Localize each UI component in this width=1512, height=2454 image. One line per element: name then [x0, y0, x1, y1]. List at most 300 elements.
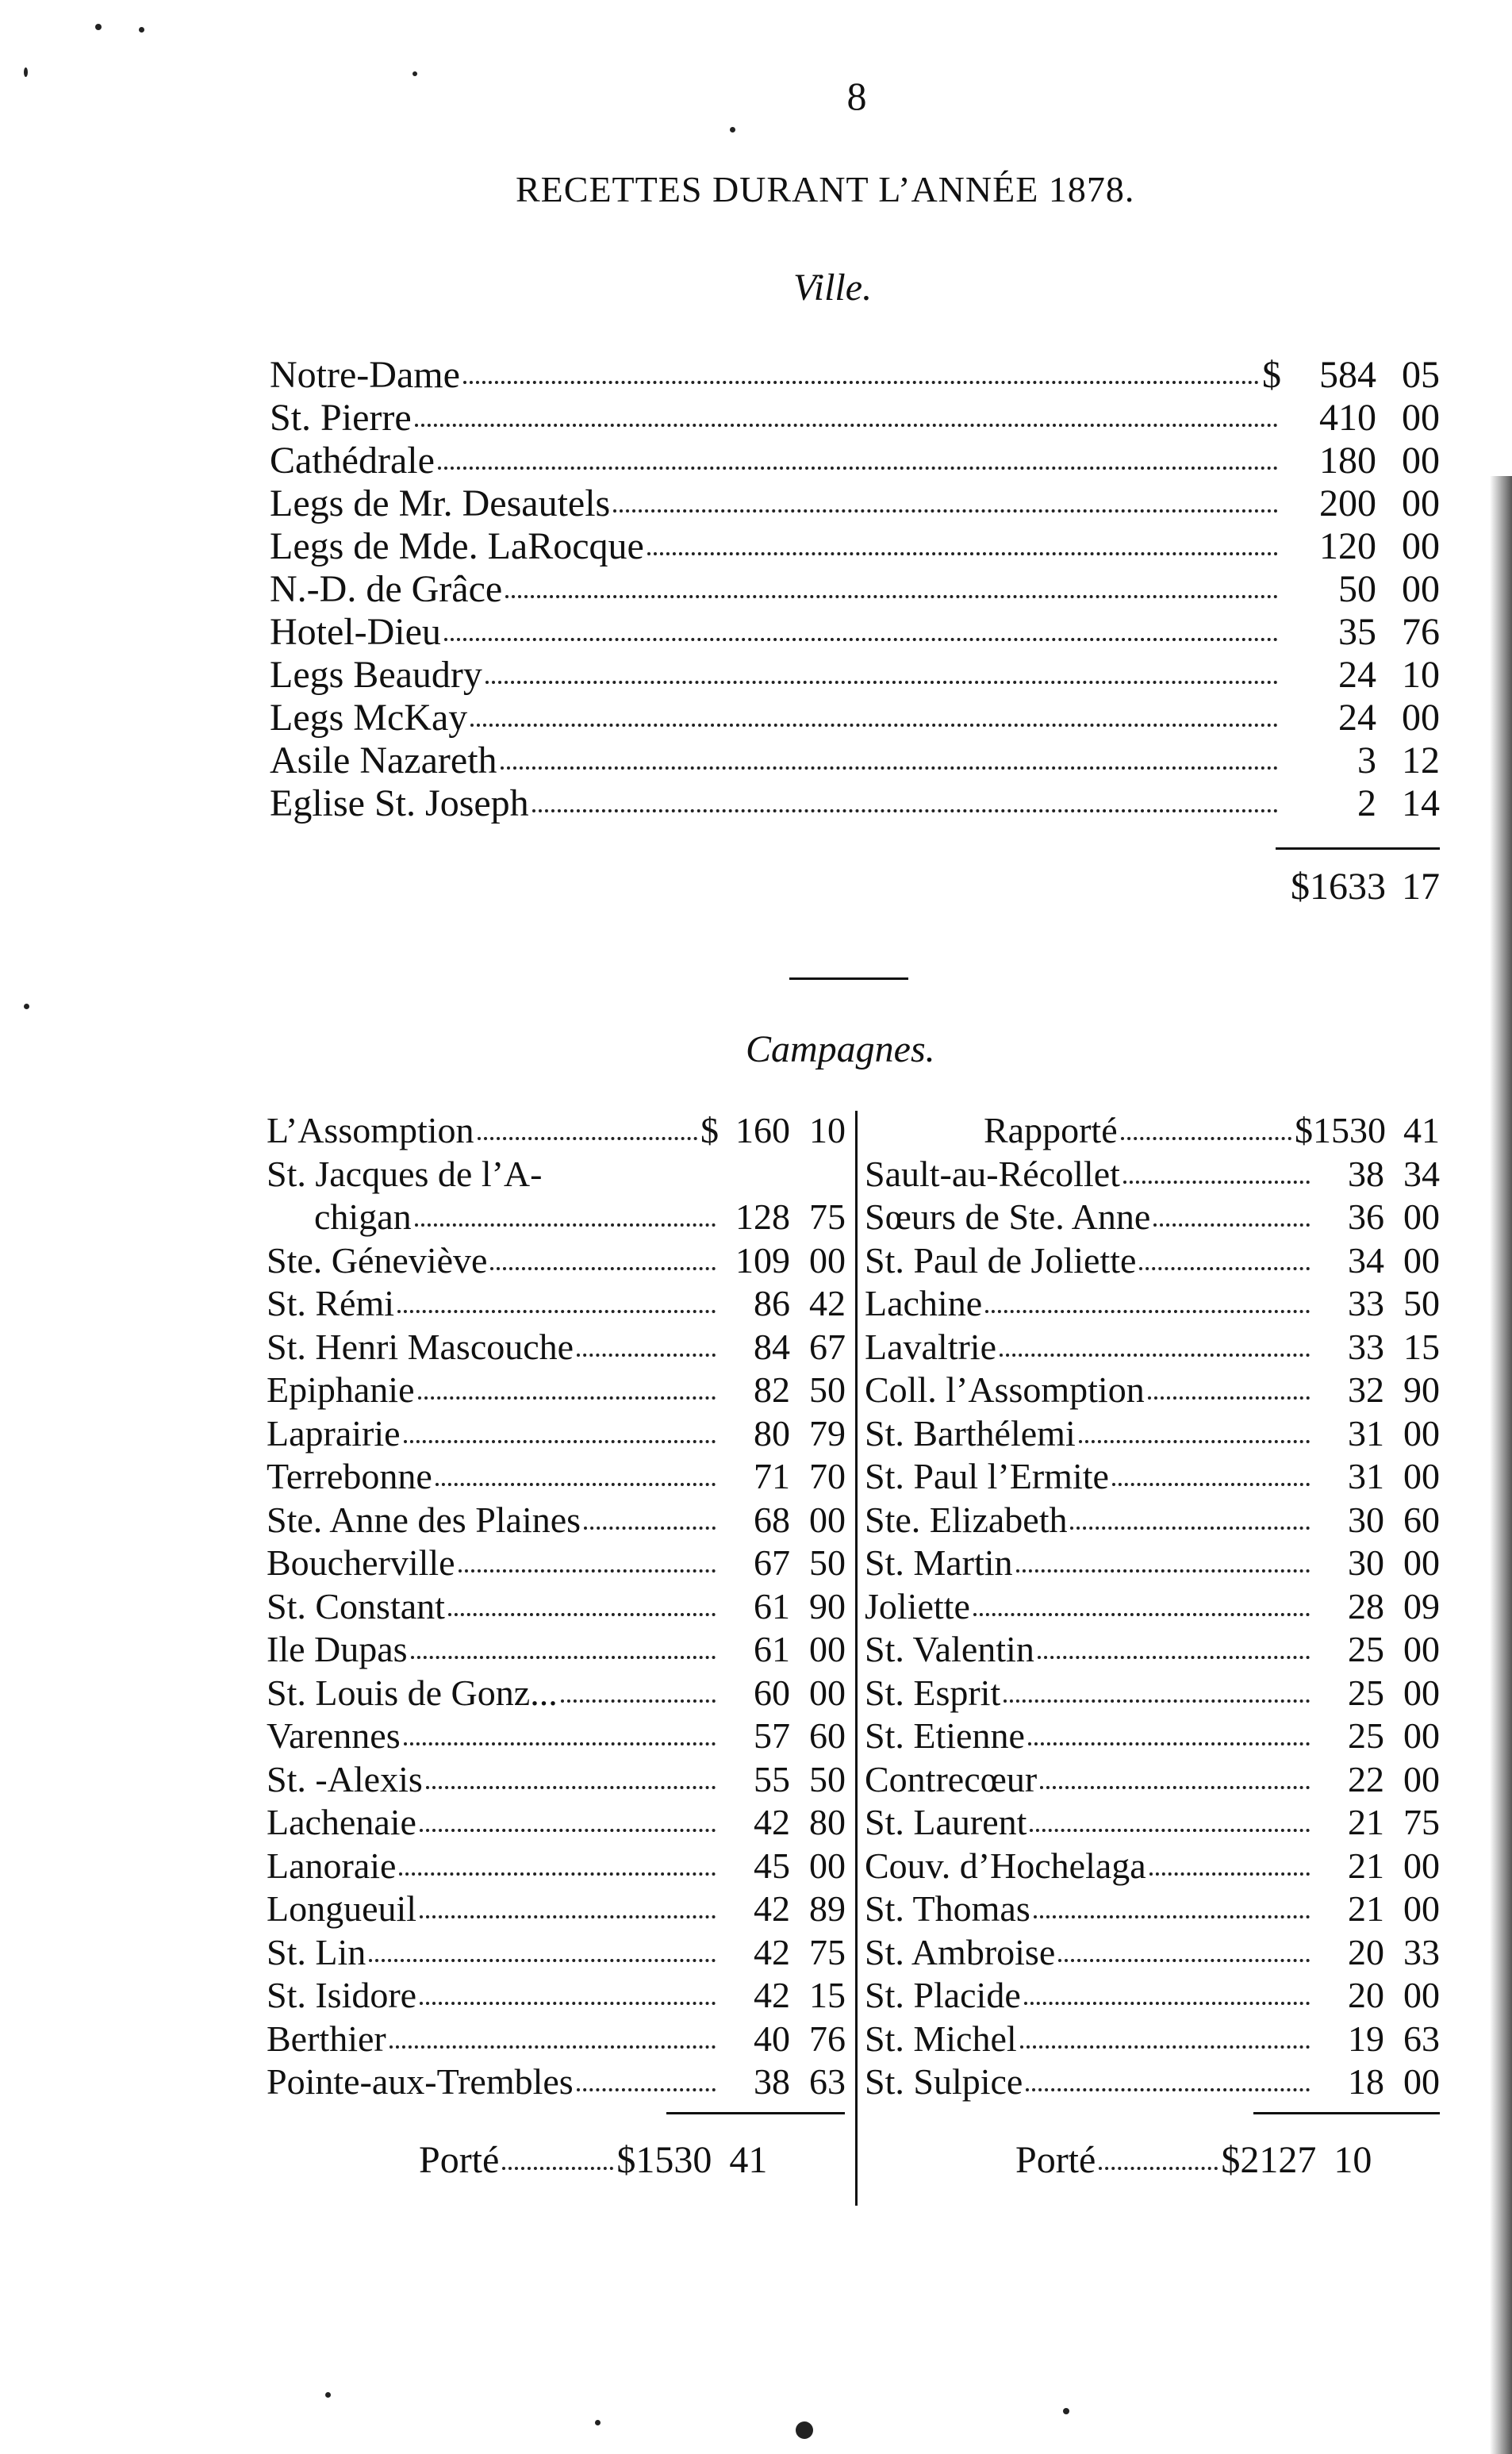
amount-cents: 42	[809, 1283, 846, 1323]
amount-dollars: 45	[754, 1845, 790, 1886]
entry-name: Lanoraie	[267, 1845, 397, 1886]
ledger-row	[865, 1412, 1440, 1455]
ledger-row	[267, 1326, 846, 1369]
amount-cents: 75	[809, 1931, 846, 1972]
amount-cents: 00	[1403, 1888, 1440, 1929]
ledger-row	[267, 1455, 846, 1498]
entry-name: St. Sulpice	[865, 2061, 1023, 2102]
ledger-row	[865, 1369, 1440, 1411]
amount-dollars: 42	[754, 1975, 790, 2015]
entry-name: St. Louis de Gonz...	[267, 1672, 558, 1713]
leader-dots	[478, 1137, 697, 1140]
page-number: 8	[846, 74, 867, 118]
ledger-row	[270, 524, 1440, 567]
leader-dots	[1058, 1959, 1310, 1962]
amount-dollars: 20	[1348, 1975, 1384, 2015]
amount-cents: 00	[809, 1239, 846, 1281]
ink-speck	[24, 1004, 29, 1009]
entry-name: Hotel-Dieu	[270, 611, 441, 653]
amount-cents: 00	[809, 1845, 846, 1886]
ledger-row	[865, 1801, 1440, 1844]
leader-dots	[470, 724, 1278, 727]
leader-dots	[505, 595, 1278, 598]
entry-name: Varennes	[267, 1715, 401, 1756]
leader-dots	[444, 638, 1278, 641]
amount	[719, 1412, 846, 1454]
ledger-row	[865, 1109, 1440, 1152]
ledger-row	[270, 482, 1440, 524]
amount-cents: 09	[1403, 1585, 1440, 1626]
entry-name: St. Ambroise	[865, 1931, 1056, 1972]
entry-name: St. Michel	[865, 2018, 1017, 2059]
amount-dollars: 18	[1348, 2061, 1384, 2102]
amount-dollars: 24	[1338, 654, 1376, 696]
amount-dollars: 33	[1348, 1283, 1384, 1323]
ledger-row	[267, 1974, 846, 2017]
amount-dollars: 30	[1348, 1499, 1384, 1540]
right-porte-label: Porté	[1015, 2139, 1096, 2181]
left-porte-dollars: $1530	[616, 2139, 712, 2181]
left-porte-rule	[666, 2112, 845, 2114]
ledger-row	[267, 1585, 846, 1628]
amount-dollars: 31	[1348, 1456, 1384, 1496]
ledger-row	[267, 1715, 846, 1757]
entry-name: Legs de Mde. LaRocque	[270, 525, 644, 567]
amount	[1313, 1196, 1440, 1238]
amount-cents: 00	[1402, 440, 1440, 482]
amount	[719, 1109, 846, 1151]
amount	[719, 1931, 846, 1973]
ledger-row	[865, 1499, 1440, 1542]
leader-dots	[1070, 1527, 1310, 1530]
leader-dots	[399, 1872, 716, 1876]
leader-dots	[1099, 2167, 1218, 2170]
amount	[1281, 482, 1440, 524]
ledger-row	[267, 1282, 846, 1325]
amount-cents: 10	[1402, 654, 1440, 696]
amount-cents: 75	[1403, 1802, 1440, 1842]
entry-name: Ile Dupas	[267, 1629, 408, 1669]
amount	[1313, 1542, 1440, 1584]
ink-speck	[95, 24, 102, 30]
amount-dollars: 42	[754, 1888, 790, 1929]
leader-dots	[584, 1527, 716, 1530]
ledger-row	[865, 1585, 1440, 1628]
entry-name: St. Paul l’Ermite	[865, 1456, 1109, 1496]
leader-dots	[532, 809, 1278, 812]
ville-total-cents: 17	[1402, 866, 1440, 908]
amount	[1313, 1455, 1440, 1497]
leader-dots	[1026, 2088, 1310, 2091]
entry-name: Contrecœur	[865, 1758, 1038, 1799]
amount-cents: 12	[1402, 739, 1440, 782]
amount-dollars: 22	[1348, 1758, 1384, 1799]
amount	[1281, 396, 1440, 439]
leader-dots	[438, 467, 1278, 470]
amount-dollars: 410	[1319, 397, 1376, 439]
entry-name: Rapporté	[984, 1110, 1118, 1150]
leader-dots	[1034, 1915, 1310, 1918]
amount-cents: 50	[809, 1542, 846, 1583]
currency-sign: $	[700, 1110, 719, 1150]
amount	[1313, 1715, 1440, 1757]
amount-dollars: 86	[754, 1283, 790, 1323]
leader-dots	[1028, 1742, 1310, 1745]
amount-dollars: 38	[754, 2061, 790, 2102]
entry-name: St. -Alexis	[267, 1758, 423, 1799]
amount-dollars: 80	[754, 1412, 790, 1454]
entry-name: St. Henri Mascouche	[267, 1326, 574, 1367]
entry-name: Ste. Elizabeth	[865, 1499, 1068, 1540]
ledger-row	[267, 1672, 846, 1715]
amount-dollars: 61	[754, 1629, 790, 1669]
amount-dollars: 35	[1338, 611, 1376, 653]
amount	[719, 1369, 846, 1411]
amount	[1313, 1499, 1440, 1541]
entry-name: chigan	[314, 1196, 412, 1237]
amount-dollars: 25	[1348, 1629, 1384, 1669]
amount	[719, 1585, 846, 1627]
leader-dots	[1040, 1786, 1310, 1789]
entry-name: Ste. Anne des Plaines	[267, 1499, 581, 1540]
amount	[719, 1239, 846, 1281]
ledger-row	[270, 567, 1440, 610]
amount-dollars: 68	[754, 1499, 790, 1540]
right-porte	[1015, 2138, 1372, 2182]
leader-dots	[1139, 1267, 1310, 1270]
entry-name: St. Placide	[865, 1975, 1021, 2015]
amount-dollars: 34	[1348, 1239, 1384, 1281]
amount-dollars: 20	[1348, 1931, 1384, 1972]
page-edge-shadow	[1490, 476, 1512, 2454]
amount	[1281, 653, 1440, 696]
leader-dots	[420, 2002, 716, 2005]
amount	[1313, 1282, 1440, 1324]
amount-dollars: 200	[1319, 482, 1376, 524]
amount	[719, 1888, 846, 1930]
entry-name: Lavaltrie	[865, 1326, 997, 1367]
amount-cents: 00	[809, 1499, 846, 1540]
leader-dots	[647, 552, 1278, 555]
ledger-row	[267, 1196, 846, 1239]
leader-dots	[1020, 2045, 1310, 2049]
entry-name: St. Etienne	[865, 1715, 1025, 1756]
currency-sign: $	[1295, 1110, 1313, 1150]
amount-cents: 00	[1403, 1715, 1440, 1756]
amount-dollars: 21	[1348, 1845, 1384, 1886]
entry-name: Asile Nazareth	[270, 739, 497, 782]
amount	[1313, 1153, 1440, 1195]
ledger-row	[270, 782, 1440, 824]
amount-cents: 00	[1403, 1456, 1440, 1496]
amount	[1313, 1239, 1440, 1281]
ledger-row	[270, 396, 1440, 439]
amount-dollars: 21	[1348, 1802, 1384, 1842]
ledger-row	[270, 610, 1440, 653]
ink-speck	[1063, 2408, 1069, 2414]
amount-dollars: 42	[754, 1802, 790, 1842]
amount	[1281, 610, 1440, 653]
right-porte-dollars: $2127	[1221, 2139, 1317, 2181]
amount-cents: 90	[809, 1585, 846, 1626]
amount-cents: 15	[1403, 1326, 1440, 1367]
amount	[1313, 1326, 1440, 1368]
leader-dots	[502, 2167, 613, 2170]
amount	[1313, 1974, 1440, 2016]
amount-dollars: 3	[1357, 739, 1376, 782]
amount-cents: 80	[809, 1802, 846, 1842]
amount-cents: 05	[1402, 354, 1440, 396]
amount-dollars: 33	[1348, 1326, 1384, 1367]
ledger-row	[267, 1801, 846, 1844]
amount-cents: 00	[1402, 482, 1440, 524]
leader-dots	[485, 681, 1278, 684]
amount-cents: 00	[1403, 1758, 1440, 1799]
ink-speck	[413, 71, 417, 76]
ledger-row	[865, 1672, 1440, 1715]
amount-cents: 60	[1403, 1499, 1440, 1540]
amount	[1281, 782, 1440, 824]
amount-cents: 41	[1403, 1110, 1440, 1150]
amount-dollars: 19	[1348, 2018, 1384, 2059]
ledger-row	[865, 1542, 1440, 1584]
amount	[1313, 1758, 1440, 1800]
amount	[719, 1974, 846, 2016]
ledger-row	[267, 2060, 846, 2103]
leader-dots	[577, 1354, 716, 1357]
leader-dots	[1016, 1569, 1310, 1573]
amount-cents: 00	[1402, 568, 1440, 610]
amount	[719, 1801, 846, 1843]
right-porte-rule	[1253, 2112, 1440, 2114]
ledger-row	[865, 1153, 1440, 1196]
amount-cents: 00	[1403, 1412, 1440, 1454]
amount-dollars: 25	[1348, 1672, 1384, 1713]
leader-dots	[1123, 1181, 1310, 1184]
amount-dollars: 25	[1348, 1715, 1384, 1756]
ledger-row	[865, 1282, 1440, 1325]
entry-name: Legs Beaudry	[270, 654, 482, 696]
left-porte	[419, 2138, 767, 2182]
leader-dots	[1079, 1440, 1310, 1443]
amount-cents: 76	[1402, 611, 1440, 653]
amount-cents: 50	[809, 1369, 846, 1410]
ink-speck	[139, 27, 144, 33]
ink-speck	[325, 2392, 331, 2398]
amount	[1313, 2060, 1440, 2103]
right-porte-cents: 10	[1334, 2139, 1372, 2181]
amount-cents: 67	[809, 1326, 846, 1367]
ledger-row	[865, 1628, 1440, 1671]
amount-dollars: 67	[754, 1542, 790, 1583]
leader-dots	[973, 1613, 1310, 1616]
amount-cents: 00	[809, 1672, 846, 1713]
entry-name: Coll. l’Assomption	[865, 1369, 1145, 1410]
amount-dollars: 60	[754, 1672, 790, 1713]
amount-dollars: 40	[754, 2018, 790, 2059]
leader-dots	[1000, 1354, 1310, 1357]
amount	[1281, 739, 1440, 782]
amount-dollars: 160	[735, 1110, 790, 1150]
ledger-row	[270, 653, 1440, 696]
entry-name: St. Valentin	[865, 1629, 1034, 1669]
ledger-row	[865, 1326, 1440, 1369]
leader-dots	[369, 1959, 716, 1962]
ledger-row	[267, 1109, 846, 1152]
entry-name: Legs de Mr. Desautels	[270, 482, 611, 524]
amount-cents: 76	[809, 2018, 846, 2059]
left-porte-cents: 41	[729, 2139, 768, 2181]
ledger-row	[270, 439, 1440, 482]
amount	[719, 1845, 846, 1887]
amount-cents: 60	[809, 1715, 846, 1756]
entry-name: St. Constant	[267, 1585, 445, 1626]
leader-dots	[463, 381, 1259, 384]
leader-dots	[390, 2045, 716, 2049]
amount-cents: 15	[809, 1975, 846, 2015]
ledger-row	[865, 1758, 1440, 1801]
campagnes-section-title: Campagnes.	[746, 1028, 935, 1070]
leader-dots	[577, 2088, 716, 2091]
ledger-row	[865, 1845, 1440, 1888]
leader-dots	[613, 509, 1278, 513]
amount-cents: 34	[1403, 1153, 1440, 1194]
entry-name: St. Esprit	[865, 1672, 1001, 1713]
leader-dots	[1121, 1137, 1291, 1140]
amount-cents: 00	[1403, 1196, 1440, 1237]
ville-total-rule	[1276, 847, 1440, 850]
amount	[719, 1196, 846, 1238]
ledger-row	[865, 1455, 1440, 1498]
entry-name: Ste. Géneviève	[267, 1239, 488, 1281]
entry-name: Eglise St. Joseph	[270, 782, 529, 824]
ledger-row	[865, 2018, 1440, 2060]
leader-dots	[1024, 2002, 1310, 2005]
entry-name: St. Isidore	[267, 1975, 417, 2015]
amount-cents: 14	[1402, 782, 1440, 824]
page-heading: RECETTES DURANT L’ANNÉE 1878.	[516, 169, 1135, 209]
amount-cents: 63	[809, 2061, 846, 2102]
amount-dollars: 61	[754, 1585, 790, 1626]
amount-cents: 00	[1402, 525, 1440, 567]
amount	[1313, 1888, 1440, 1930]
amount-cents: 00	[1402, 397, 1440, 439]
left-porte-label: Porté	[419, 2139, 500, 2181]
entry-name: Boucherville	[267, 1542, 455, 1583]
entry-name: St. Pierre	[270, 397, 412, 439]
amount	[719, 1455, 846, 1497]
amount-dollars: 24	[1338, 697, 1376, 739]
amount-dollars: 71	[754, 1456, 790, 1496]
leader-dots	[418, 1396, 716, 1400]
amount-dollars: 38	[1348, 1153, 1384, 1194]
leader-dots	[1112, 1483, 1310, 1486]
ink-speck	[24, 67, 28, 77]
amount-dollars: 50	[1338, 568, 1376, 610]
amount-dollars: 2	[1357, 782, 1376, 824]
entry-name: St. Martin	[865, 1542, 1013, 1583]
entry-name: St. Barthélemi	[865, 1412, 1076, 1454]
entry-name: Notre-Dame	[270, 354, 460, 396]
ledger-row	[270, 739, 1440, 782]
entry-name: St. Lin	[267, 1931, 366, 1972]
ledger-row	[267, 1239, 846, 1282]
leader-dots	[561, 1699, 716, 1703]
leader-dots	[420, 1915, 716, 1918]
section-divider	[789, 977, 908, 980]
ledger-row	[865, 1931, 1440, 1974]
leader-dots	[1030, 1829, 1310, 1832]
entry-name: Sœurs de Ste. Anne	[865, 1196, 1151, 1237]
amount-dollars: 109	[735, 1239, 790, 1281]
ledger-row	[267, 1369, 846, 1411]
ledger-row	[267, 1628, 846, 1671]
ledger-row	[267, 1758, 846, 1801]
amount-cents: 00	[1403, 1239, 1440, 1281]
ledger-row	[267, 1888, 846, 1930]
entry-name: St. Rémi	[267, 1283, 395, 1323]
amount-cents: 00	[809, 1629, 846, 1669]
currency-sign: $	[1262, 354, 1281, 396]
ledger-row	[267, 1931, 846, 1974]
amount	[1281, 353, 1440, 396]
amount-cents: 00	[1403, 1845, 1440, 1886]
amount	[1313, 1931, 1440, 1973]
amount-cents: 00	[1403, 2061, 1440, 2102]
amount-cents: 00	[1403, 1542, 1440, 1583]
leader-dots	[404, 1440, 716, 1443]
leader-dots	[1004, 1699, 1310, 1703]
amount-cents: 00	[1403, 1672, 1440, 1713]
column-divider	[855, 1111, 858, 2206]
amount	[719, 2060, 846, 2103]
ledger-row	[267, 1412, 846, 1455]
amount	[719, 1282, 846, 1324]
amount-cents: 75	[809, 1196, 846, 1237]
ledger-row	[267, 1845, 846, 1888]
amount-dollars: 55	[754, 1758, 790, 1799]
amount-dollars: 1530	[1313, 1110, 1386, 1150]
amount	[1313, 2018, 1440, 2060]
leader-dots	[397, 1310, 716, 1313]
leader-dots	[459, 1569, 716, 1573]
entry-name: St. Laurent	[865, 1802, 1027, 1842]
amount-cents: 00	[1402, 697, 1440, 739]
amount-cents: 89	[809, 1888, 846, 1929]
ledger-row	[865, 1888, 1440, 1930]
leader-dots	[415, 1223, 716, 1227]
entry-name: Joliette	[865, 1585, 970, 1626]
amount-dollars: 21	[1348, 1888, 1384, 1929]
ledger-row	[865, 1974, 1440, 2017]
ink-speck	[796, 2421, 813, 2439]
amount	[719, 1628, 846, 1670]
amount-cents: 00	[1403, 1629, 1440, 1669]
amount	[719, 1542, 846, 1584]
amount	[1313, 1412, 1440, 1454]
ink-speck	[595, 2420, 601, 2425]
ink-speck	[730, 127, 735, 132]
amount-cents: 63	[1403, 2018, 1440, 2059]
entry-name: St. Thomas	[865, 1888, 1030, 1929]
entry-name: Epiphanie	[267, 1369, 415, 1410]
ledger-row	[270, 696, 1440, 739]
amount	[1313, 1845, 1440, 1887]
leader-dots	[1148, 1396, 1310, 1400]
amount-cents: 79	[809, 1412, 846, 1454]
amount-dollars: 180	[1319, 440, 1376, 482]
amount	[1313, 1628, 1440, 1670]
